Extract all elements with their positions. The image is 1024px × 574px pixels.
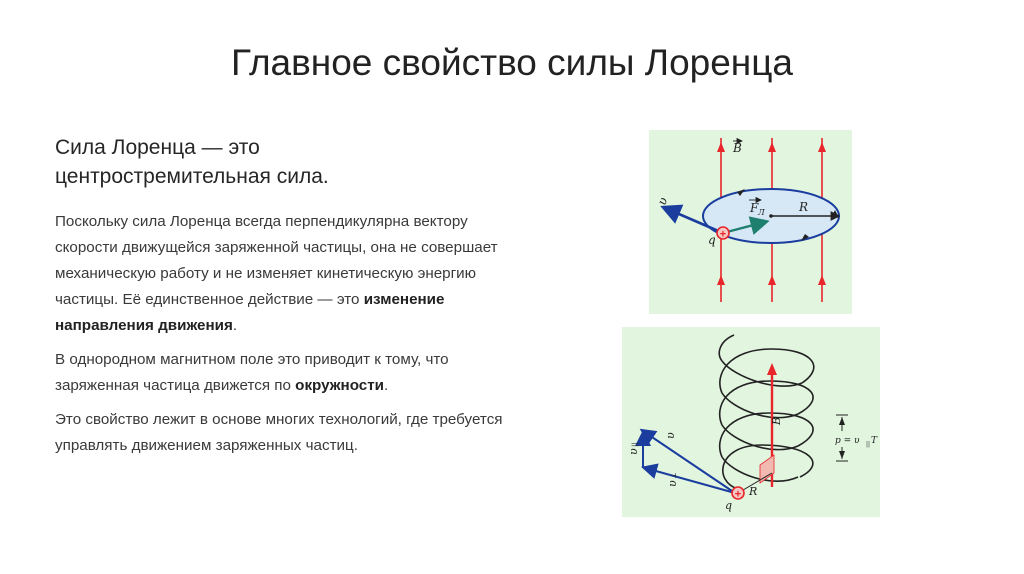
- label-v: υ: [664, 432, 677, 439]
- label-R: R: [799, 200, 809, 214]
- svg-text:+: +: [719, 228, 727, 241]
- velocity-triangle: [643, 431, 735, 493]
- label-F-sub: Л: [758, 208, 765, 217]
- helix-figure: [622, 327, 880, 517]
- body-text: [55, 209, 515, 467]
- slide-title: Главное свойство силы Лоренца: [230, 42, 794, 83]
- label-F: F: [750, 201, 759, 215]
- label-B: B: [733, 141, 742, 155]
- svg-text:+: +: [734, 488, 742, 501]
- label-v-parallel: υ: [627, 448, 640, 455]
- label-R: R: [749, 485, 758, 498]
- paragraph-2: В однородном магнитном поле это приводит к тому, что заряженная частица движется по окружности.: [55, 351, 449, 394]
- label-B: B: [770, 416, 783, 425]
- emphasis-direction-change: изменение направления движения: [55, 291, 445, 334]
- label-v: υ: [654, 195, 671, 208]
- label-q: q: [708, 233, 716, 247]
- label-v-perp: υ: [666, 480, 679, 487]
- label-v-perp-sub: ⊥: [670, 472, 678, 479]
- label-v-parallel-sub: ||: [631, 442, 639, 447]
- paragraph-1: Поскольку сила Лоренца всегда перпендикулярна вектору скорости движущейся заряженной частицы, она не совершает механическую работу и не изменяет кинетическую энергию частицы. Её единственное действие — это изменение направления движения.: [55, 213, 498, 334]
- circular-orbit-figure: [649, 130, 852, 314]
- label-q: q: [725, 499, 733, 512]
- lead-statement: Сила Лоренца — это центростремительная сила.: [55, 136, 329, 188]
- label-pitch-T: T: [871, 436, 878, 446]
- paragraph-3: Это свойство лежит в основе многих технологий, где требуется управлять движением заряженных частиц.: [55, 411, 503, 454]
- emphasis-circle: окружности: [295, 377, 384, 394]
- label-pitch-sub: ||: [866, 441, 871, 448]
- label-pitch: p = υ: [835, 436, 860, 446]
